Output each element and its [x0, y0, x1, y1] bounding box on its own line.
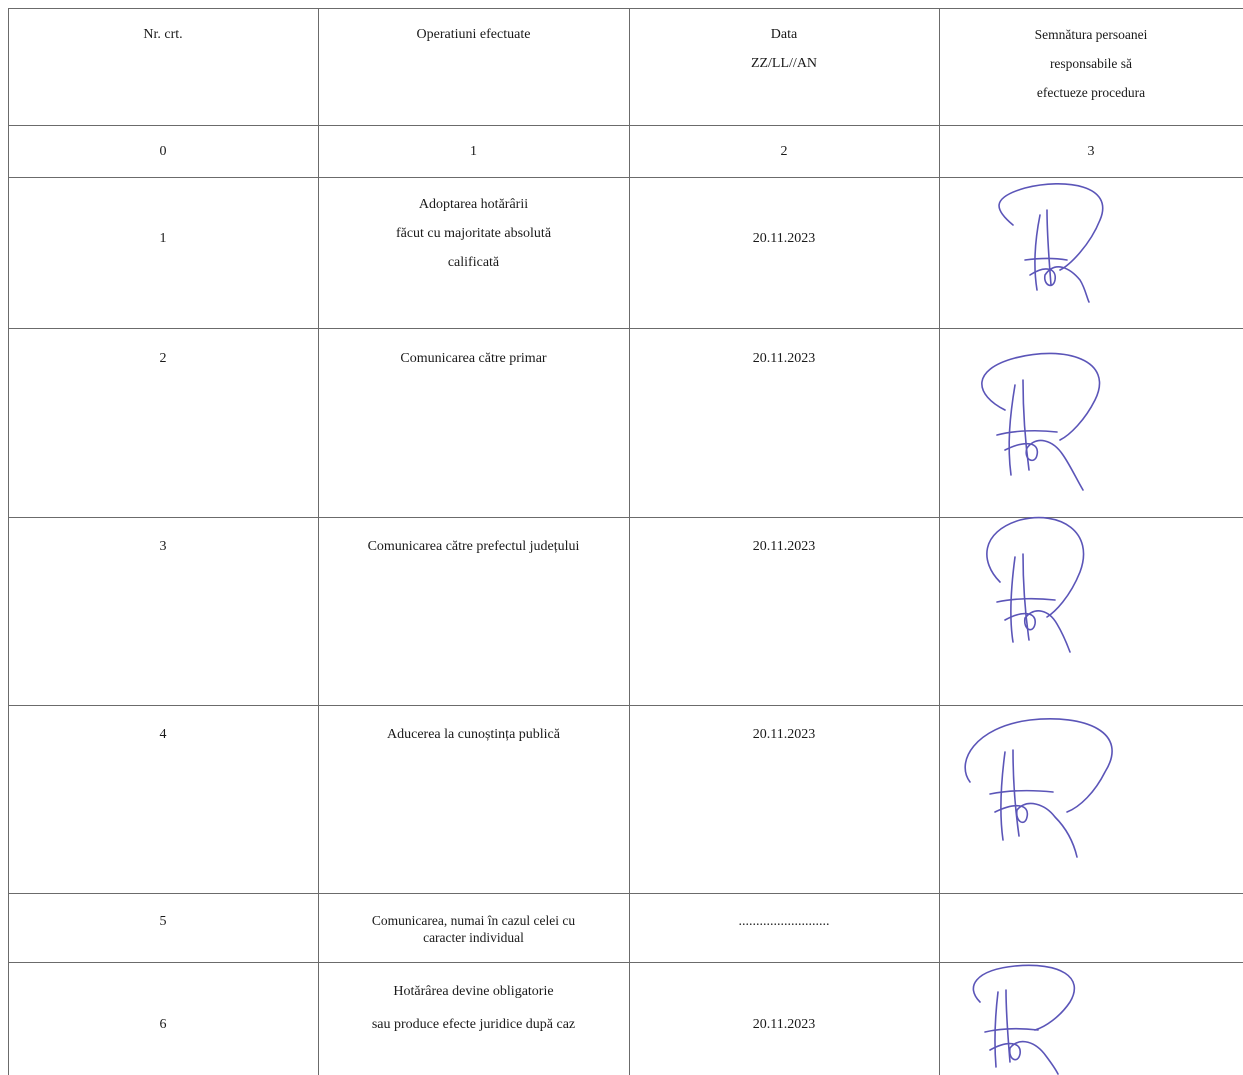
grid-line	[8, 125, 1243, 126]
signature-image	[960, 962, 1090, 1075]
operation-text: făcut cu majoritate absolută	[395, 226, 552, 241]
date-cell: 20.11.2023	[752, 727, 816, 742]
grid-line	[8, 893, 1243, 894]
row-number: 5	[159, 914, 167, 929]
index-cell: 1	[470, 144, 477, 159]
signature-image	[975, 512, 1115, 662]
signature-image	[985, 180, 1125, 310]
date-cell: 20.11.2023	[752, 1017, 816, 1032]
date-cell: 20.11.2023	[752, 231, 816, 246]
index-cell: 3	[1087, 144, 1095, 159]
index-cell: 0	[159, 144, 167, 159]
row-number: 2	[159, 351, 167, 366]
row-number: 4	[159, 727, 167, 742]
operation-cell: Comunicarea către primar	[400, 351, 547, 366]
header-signature-line: efectueze procedura	[1036, 85, 1146, 100]
operation-cell: Aducerea la cunoștința publică	[387, 727, 560, 742]
operation-cell	[318, 912, 629, 946]
grid-line	[939, 8, 940, 1075]
header-signature-line: responsabile să	[1049, 56, 1133, 71]
operation-text: caracter individual	[423, 930, 524, 945]
header-date-label: Data	[770, 27, 798, 42]
operation-cell	[318, 977, 629, 1039]
row-number: 6	[159, 1017, 167, 1032]
date-cell: 20.11.2023	[752, 351, 816, 366]
grid-line	[8, 705, 1243, 706]
header-nr: Nr. crt.	[143, 27, 183, 42]
signature-image	[955, 712, 1135, 862]
operation-text: Hotărârea devine obligatorie	[393, 984, 554, 999]
date-cell: ..........................	[738, 914, 830, 929]
header-date	[629, 20, 939, 78]
header-signature	[939, 20, 1243, 107]
signature-image	[965, 340, 1125, 500]
operation-text: calificată	[447, 255, 500, 270]
operation-cell	[318, 190, 629, 277]
date-cell: 20.11.2023	[752, 539, 816, 554]
header-operations: Operatiuni efectuate	[416, 27, 531, 42]
grid-line	[8, 8, 1243, 9]
grid-line	[8, 177, 1243, 178]
index-cell: 2	[780, 144, 788, 159]
header-date-format: ZZ/LL//AN	[750, 56, 818, 71]
operation-text: Comunicarea, numai în cazul celei cu	[371, 913, 576, 928]
operation-cell: Comunicarea către prefectul județului	[367, 539, 580, 554]
operation-text: Adoptarea hotărârii	[418, 197, 529, 212]
row-number: 3	[159, 539, 167, 554]
header-signature-line: Semnătura persoanei	[1034, 27, 1148, 42]
row-number: 1	[159, 231, 167, 246]
grid-line	[8, 328, 1243, 329]
operation-text: sau produce efecte juridice după caz	[371, 1017, 576, 1032]
